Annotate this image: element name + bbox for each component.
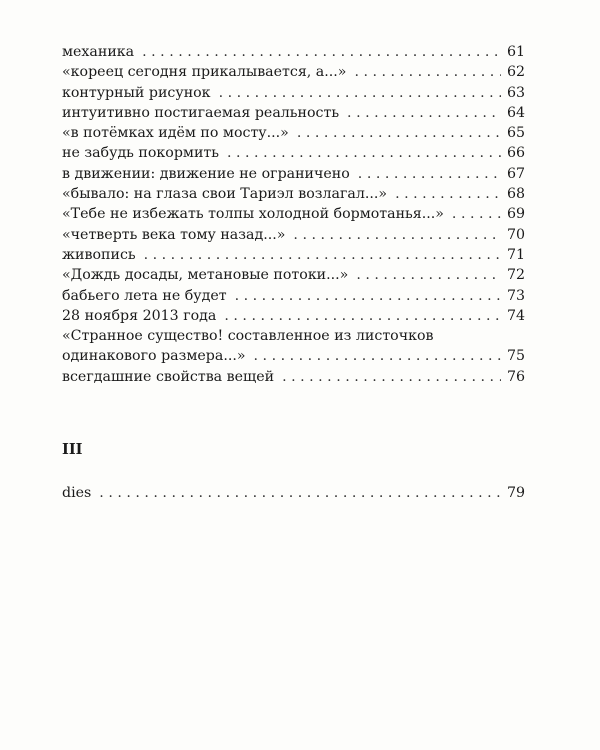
toc-entry[interactable]: [62, 42, 525, 62]
dot-leader: [395, 184, 501, 204]
dot-leader: [99, 483, 501, 503]
dot-leader: [219, 83, 501, 103]
toc-entry-title: dies: [62, 485, 92, 501]
toc-entry[interactable]: [62, 286, 525, 306]
dot-leader: [358, 164, 501, 184]
toc-entry-page: 73: [506, 287, 525, 304]
toc-entry-page: 70: [506, 226, 525, 243]
toc-entry-page: 65: [506, 125, 525, 142]
toc-entry-title: «Тебе не избежать толпы холодной бормотанья...»: [62, 206, 444, 223]
dot-leader: [293, 225, 501, 245]
toc-entry[interactable]: [62, 245, 525, 265]
toc-entry-page: 79: [506, 485, 525, 501]
toc-entry-title: 28 ноября 2013 года: [62, 307, 217, 324]
dot-leader: [297, 123, 501, 143]
toc-entry[interactable]: [62, 265, 525, 285]
toc-entry-title: в движении: движение не ограничено: [62, 165, 350, 182]
toc-entry-page: 66: [506, 145, 525, 162]
toc-entry[interactable]: [62, 123, 525, 143]
toc-entry-title: бабьего лета не будет: [62, 287, 227, 304]
toc-entry[interactable]: [62, 184, 525, 204]
table-of-contents: [62, 42, 525, 387]
toc-entry[interactable]: [62, 204, 525, 224]
toc-entry-page: 67: [506, 165, 525, 182]
toc-entry-page: 76: [506, 368, 525, 385]
dot-leader: [142, 42, 501, 62]
toc-entry[interactable]: [62, 225, 525, 245]
toc-entry[interactable]: [62, 62, 525, 82]
toc-entry[interactable]: [62, 306, 525, 326]
toc-entry[interactable]: [62, 326, 525, 367]
table-of-contents-section-3: [62, 483, 525, 503]
toc-entry-title: «бывало: на глаза свои Тариэл возлагал...»: [62, 186, 388, 203]
toc-entry-title: механика: [62, 44, 135, 60]
dot-leader: [235, 286, 501, 306]
section-heading: III: [62, 441, 83, 458]
toc-entry-title: интуитивно постигаемая реальность: [62, 104, 340, 121]
toc-entry-page: 75: [506, 348, 525, 365]
toc-entry-page: 64: [506, 104, 525, 121]
toc-entry-page: 71: [506, 246, 525, 263]
toc-entry-title-line2: одинакового размера...»: [62, 348, 246, 365]
dot-leader: [254, 346, 501, 366]
dot-leader: [224, 306, 501, 326]
toc-entry-title: живопись: [62, 246, 136, 263]
toc-entry-page: 72: [506, 267, 525, 284]
dot-leader: [354, 62, 500, 82]
toc-entry-title: «в потёмках идём по мосту...»: [62, 125, 289, 142]
toc-entry-title-line1: «Странное существо! составленное из листочков: [62, 328, 434, 345]
toc-entry-title: «кореец сегодня прикалывается, а...»: [62, 64, 347, 81]
dot-leader: [356, 265, 501, 285]
toc-entry-page: 61: [506, 44, 525, 60]
toc-entry-page: 74: [506, 307, 525, 324]
toc-entry-page: 69: [506, 206, 525, 223]
toc-entry[interactable]: [62, 143, 525, 163]
dot-leader: [227, 143, 501, 163]
toc-entry[interactable]: [62, 367, 525, 387]
dot-leader: [347, 103, 501, 123]
toc-entry-page: 68: [506, 186, 525, 203]
toc-entry-title: не забудь покормить: [62, 145, 219, 162]
toc-entry-title: контурный рисунок: [62, 84, 211, 101]
toc-entry[interactable]: [62, 164, 525, 184]
toc-entry[interactable]: [62, 83, 525, 103]
toc-entry-title: всегдашние свойства вещей: [62, 368, 275, 385]
toc-entry-page: 63: [506, 84, 525, 101]
toc-entry[interactable]: [62, 483, 525, 503]
toc-entry[interactable]: [62, 103, 525, 123]
dot-leader: [452, 204, 501, 224]
toc-entry-page: 62: [506, 64, 525, 81]
toc-entry-title: «четверть века тому назад...»: [62, 226, 286, 243]
toc-entry-title: «Дождь досады, метановые потоки...»: [62, 267, 349, 284]
dot-leader: [144, 245, 501, 265]
dot-leader: [282, 367, 501, 387]
